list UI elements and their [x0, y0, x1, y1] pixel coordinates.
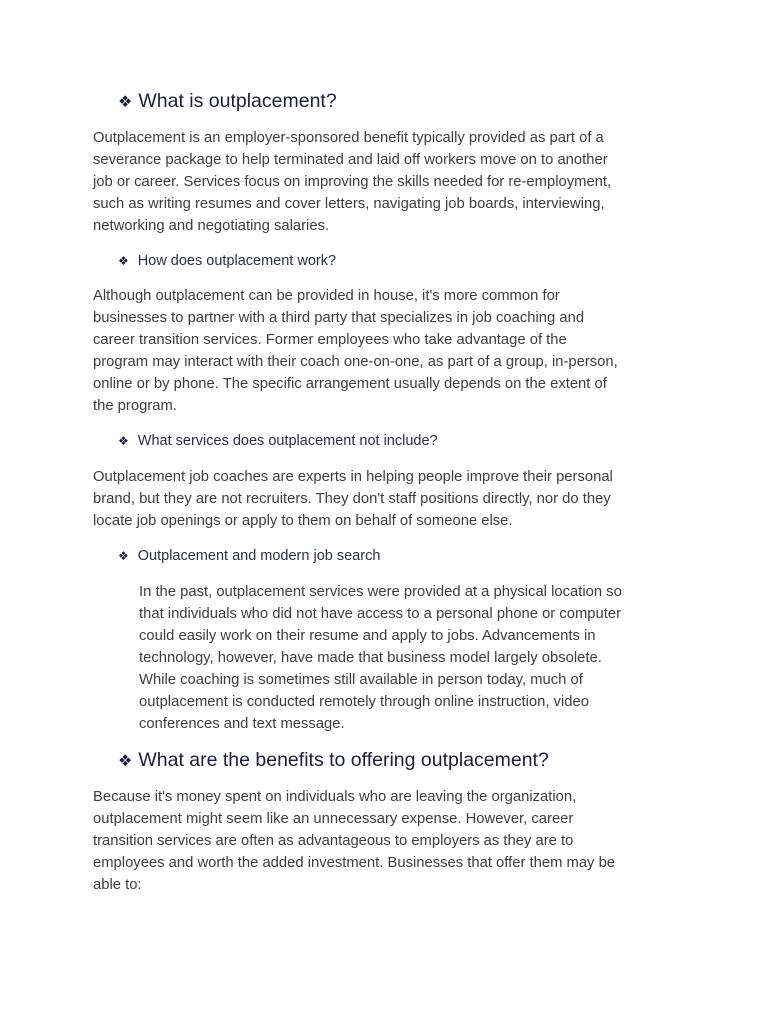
paragraph-line: conferences and text message. — [139, 716, 345, 732]
paragraph-line: could easily work on their resume and apply to jobs. Advancements in — [139, 628, 596, 644]
paragraph-line: Although outplacement can be provided in house, it's more common for — [93, 288, 560, 304]
paragraph-line: technology, however, have made that business model largely obsolete. — [139, 650, 602, 666]
paragraph-line: program may interact with their coach one-on-one, as part of a group, in-person, — [93, 354, 618, 370]
paragraph-benefits-of-outplacement — [93, 786, 693, 896]
heading-text: What are the benefits to offering outplacement? — [138, 749, 549, 771]
paragraph-what-is-outplacement — [93, 127, 693, 237]
heading-what-is-outplacement — [118, 89, 337, 115]
diamond-bullet-icon: ❖ — [118, 549, 129, 563]
heading-benefits-of-outplacement — [118, 748, 549, 774]
paragraph-line: outplacement might seem like an unnecessary expense. However, career — [93, 811, 574, 827]
paragraph-how-does-outplacement-work — [93, 285, 693, 417]
heading-text: What services does outplacement not include? — [137, 433, 438, 449]
diamond-bullet-icon: ❖ — [118, 254, 129, 268]
paragraph-line: employees and worth the added investment. Businesses that offer them may be — [93, 855, 616, 871]
paragraph-line: While coaching is sometimes still available in person today, much of — [139, 672, 583, 688]
diamond-bullet-icon: ❖ — [118, 753, 133, 770]
paragraph-line: that individuals who did not have access to a personal phone or computer — [139, 606, 622, 622]
paragraph-line: Outplacement is an employer-sponsored benefit typically provided as part of a — [93, 130, 604, 146]
paragraph-services-not-included — [93, 466, 693, 532]
paragraph-line: Because it's money spent on individuals who are leaving the organization, — [93, 789, 577, 805]
paragraph-line: the program. — [93, 398, 177, 414]
heading-services-not-included — [118, 431, 438, 451]
paragraph-line: online or by phone. The specific arrangement usually depends on the extent of — [93, 376, 607, 392]
paragraph-line: such as writing resumes and cover letters, navigating job boards, interviewing, — [93, 196, 605, 212]
paragraph-line: Outplacement job coaches are experts in helping people improve their personal — [93, 469, 613, 485]
heading-text: How does outplacement work? — [137, 253, 337, 269]
diamond-bullet-icon: ❖ — [118, 94, 133, 111]
paragraph-line: career transition services. Former employees who take advantage of the — [93, 332, 567, 348]
heading-modern-job-search — [118, 546, 380, 566]
paragraph-line: outplacement is conducted remotely through online instruction, video — [139, 694, 589, 710]
heading-text: What is outplacement? — [138, 90, 337, 112]
paragraph-line: transition services are often as advantageous to employers as they are to — [93, 833, 574, 849]
diamond-bullet-icon: ❖ — [118, 434, 129, 448]
paragraph-line: severance package to help terminated and laid off workers move on to another — [93, 152, 608, 168]
paragraph-line: businesses to partner with a third party that specializes in job coaching and — [93, 310, 585, 326]
paragraph-modern-job-search — [139, 581, 679, 735]
paragraph-line: job or career. Services focus on improving the skills needed for re-employment, — [93, 174, 612, 190]
paragraph-line: networking and negotiating salaries. — [93, 218, 330, 234]
paragraph-line: In the past, outplacement services were provided at a physical location so — [139, 584, 622, 600]
heading-how-does-outplacement-work — [118, 251, 336, 271]
paragraph-line: locate job openings or apply to them on behalf of someone else. — [93, 513, 513, 529]
paragraph-line: brand, but they are not recruiters. They don't staff positions directly, nor do they — [93, 491, 611, 507]
paragraph-line: able to: — [93, 877, 142, 893]
heading-text: Outplacement and modern job search — [137, 548, 381, 564]
